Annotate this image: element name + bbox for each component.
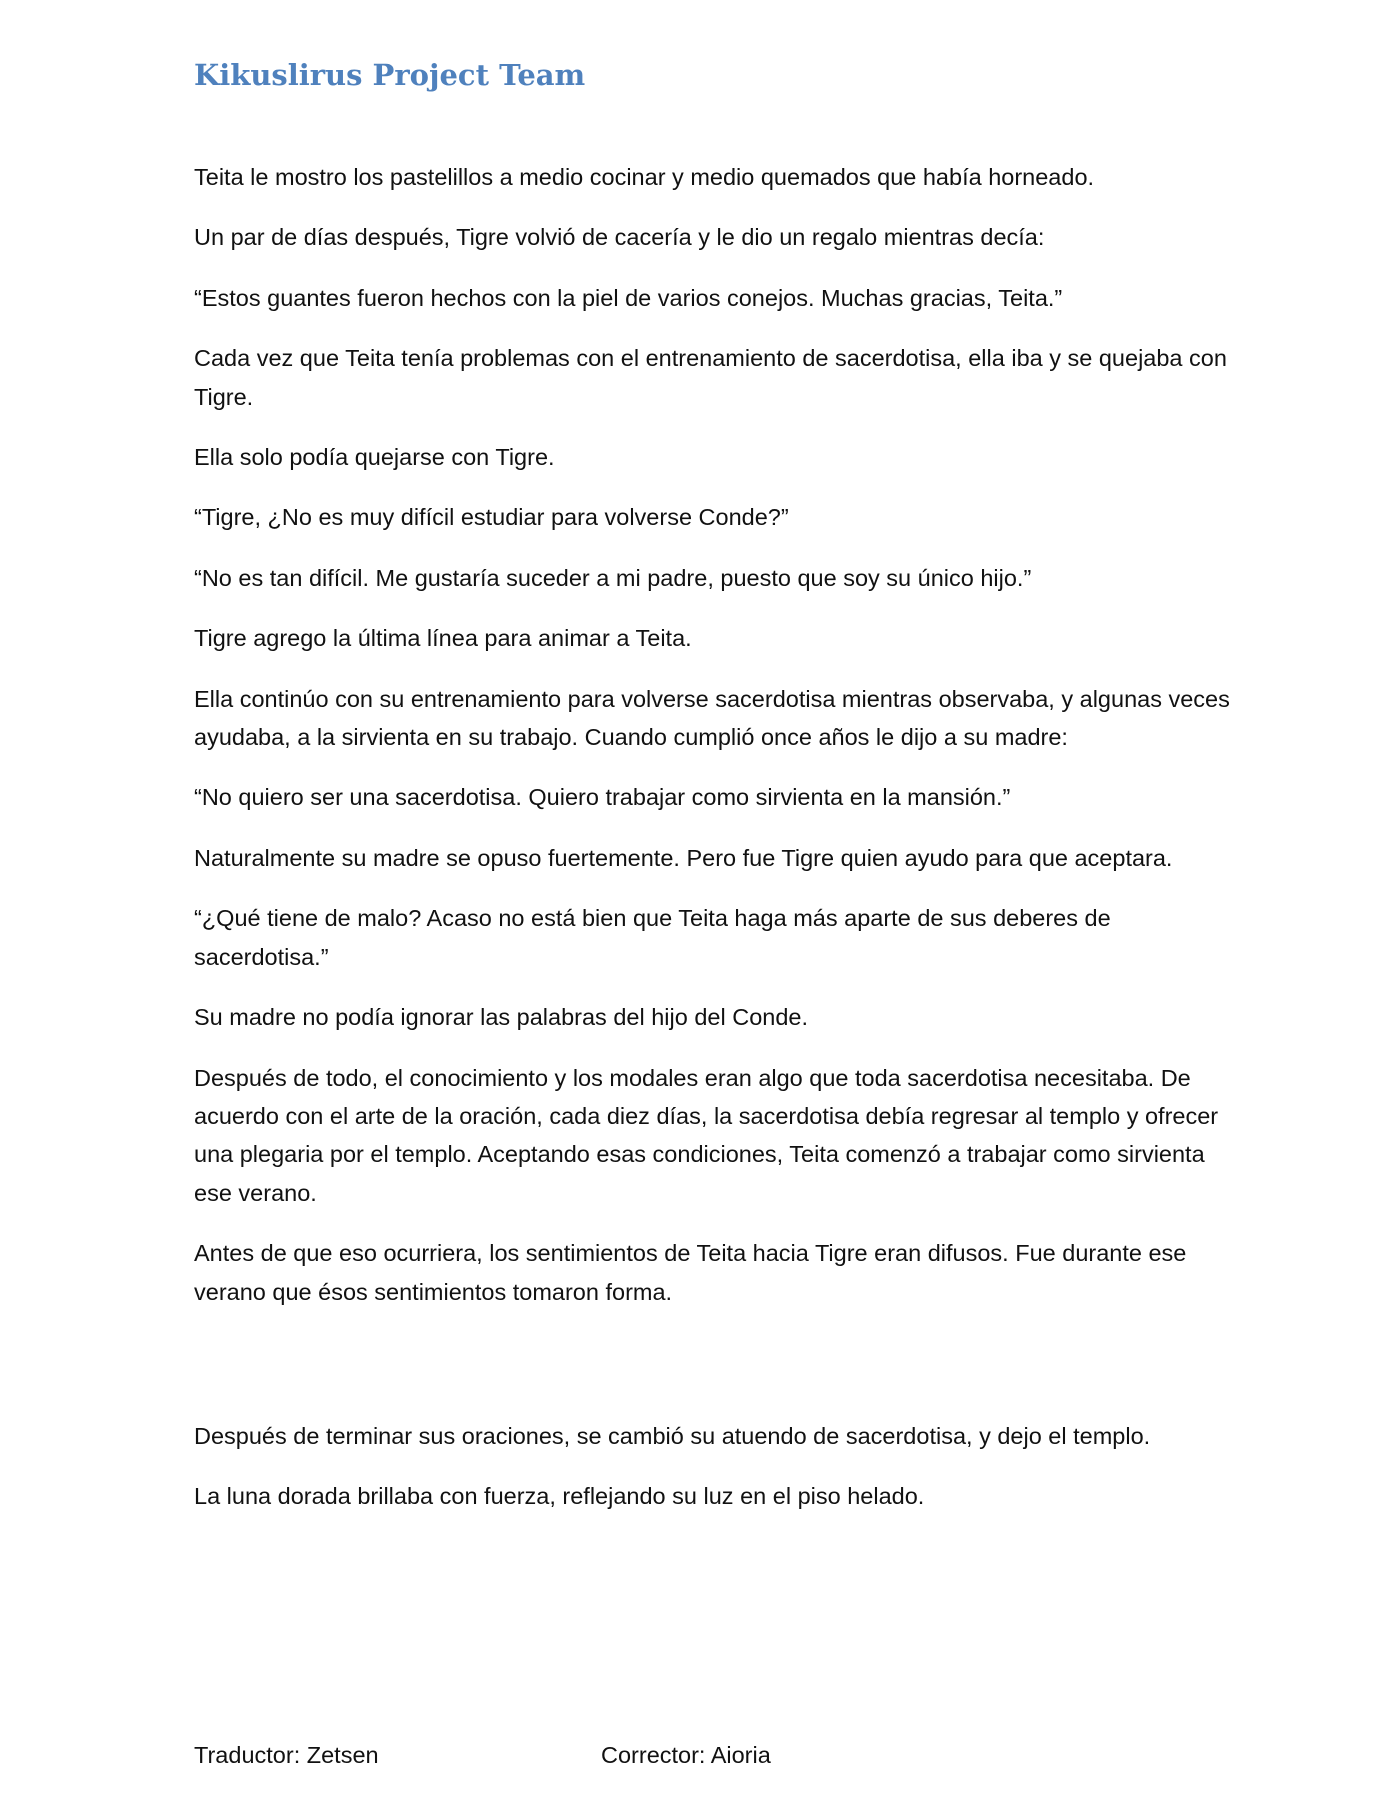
paragraph: “¿Qué tiene de malo? Acaso no está bien que Teita haga más aparte de sus deberes de sacerdotisa.” (194, 905, 1111, 970)
paragraph: La luna dorada brillaba con fuerza, reflejando su luz en el piso helado. (194, 1483, 925, 1510)
paragraph: Ella continúo con su entrenamiento para volverse sacerdotisa mientras observaba, y algunas veces ayudaba, a la sirvienta en su trabajo. Cuando cumplió once años le dijo a su madre: (194, 685, 1230, 751)
translator-credit: Traductor: Zetsen (194, 1742, 379, 1768)
paragraph: “Tigre, ¿No es muy difícil estudiar para volverse Conde?” (194, 504, 789, 531)
paragraph: Ella solo podía quejarse con Tigre. (194, 444, 555, 471)
paragraph: Teita le mostro los pastelillos a medio cocinar y medio quemados que había horneado. (194, 164, 1095, 190)
paragraph: Tigre agrego la última línea para animar a Teita. (194, 625, 692, 652)
paragraph: “No es tan difícil. Me gustaría suceder a mi padre, puesto que soy su único hijo.” (194, 564, 1032, 591)
paragraph: “No quiero ser una sacerdotisa. Quiero trabajar como sirvienta en la mansión.” (194, 784, 1011, 811)
paragraph: Después de terminar sus oraciones, se cambió su atuendo de sacerdotisa, y dejo el templo. (194, 1422, 1151, 1449)
document-body (194, 158, 1234, 1538)
paragraph: Su madre no podía ignorar las palabras del hijo del Conde. (194, 1004, 809, 1031)
header-title: Kikuslirus Project Team (194, 58, 586, 92)
paragraph: Después de todo, el conocimiento y los modales eran algo que toda sacerdotisa necesitaba. De acuerdo con el arte de la oración, cada diez días, la sacerdotisa debía regresar al templo y ofrecer una plegaria por el templo. Aceptando esas condiciones, Teita comenzó a trabajar como sirvienta ese verano. (194, 1064, 1219, 1206)
paragraph: Antes de que eso ocurriera, los sentimientos de Teita hacia Tigre eran difusos. Fue durante ese verano que ésos sentimientos tomaron forma. (194, 1240, 1187, 1305)
credits-footer (194, 1735, 1234, 1775)
paragraph: Naturalmente su madre se opuso fuertemente. Pero fue Tigre quien ayudo para que aceptara. (194, 844, 1173, 871)
paragraph: Cada vez que Teita tenía problemas con el entrenamiento de sacerdotisa, ella iba y se quejaba con Tigre. (194, 345, 1227, 410)
paragraph: Un par de días después, Tigre volvió de cacería y le dio un regalo mientras decía: (194, 224, 1045, 251)
section-break (194, 1333, 1234, 1417)
corrector-credit: Corrector: Aioria (601, 1742, 771, 1768)
paragraph: “Estos guantes fueron hechos con la piel de varios conejos. Muchas gracias, Teita.” (194, 284, 1063, 311)
